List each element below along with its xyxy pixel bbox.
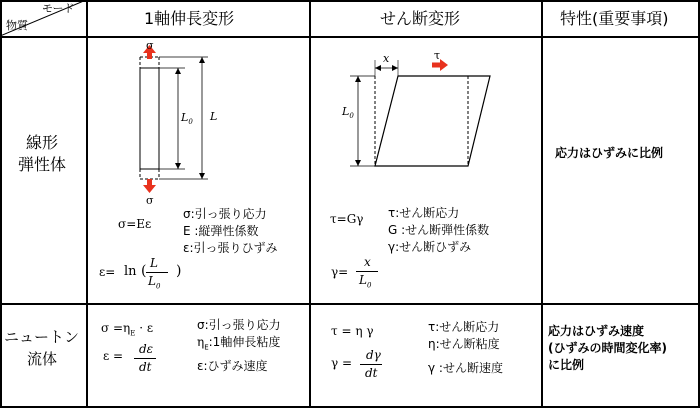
uniaxial-def-3: ε:引っ張りひずみ (183, 241, 278, 255)
row-label-elastic-2: 弾性体 (18, 155, 67, 174)
newton-uniaxial-frac-num: dε (139, 342, 154, 356)
shear-def-3: γ:せん断ひずみ (388, 240, 472, 254)
property-newtonian-3: に比例 (548, 358, 585, 372)
shear-def-1: τ:せん断応力 (388, 206, 460, 220)
uniaxial-paren-open: ( (141, 263, 147, 279)
col-divider-3 (541, 0, 543, 408)
shear-formula: τ=Gγ (330, 212, 364, 226)
newton-shear-def-2: η:せん断粘度 (428, 337, 500, 351)
newton-shear-formula: τ = η γ (331, 324, 374, 338)
newton-shear-rate-prefix: γ = (331, 356, 353, 370)
uniaxial-L0-label: $L_0$ (181, 111, 193, 127)
uniaxial-ln: ln (124, 264, 137, 279)
property-newtonian-2: (ひずみの時間変化率) (548, 341, 667, 355)
table-border-top (0, 0, 700, 2)
uniaxial-L-label: L (210, 110, 218, 123)
uniaxial-def-2: E :縦弾性係数 (183, 224, 259, 238)
header-divider (0, 36, 700, 38)
newton-shear-frac-num: dγ (366, 348, 381, 362)
shear-tau-label: τ (434, 49, 441, 62)
header-material: 物質 (6, 19, 28, 32)
newton-uniaxial-def-2: $\eta_E:1$軸伸長粘度 (197, 335, 281, 352)
uniaxial-frac-num: L (150, 256, 158, 270)
shear-def-2: G :せん断弾性係数 (388, 223, 490, 237)
newton-uniaxial-def-3: ε:ひずみ速度 (197, 359, 268, 373)
newton-uniaxial-frac-den: dt (139, 360, 152, 374)
table-border-left (0, 0, 2, 408)
uniaxial-formula: σ=Eε (118, 217, 152, 231)
shear-frac-num: x (364, 255, 371, 269)
col-divider-2 (309, 0, 311, 408)
newton-uniaxial-rate-prefix: ε = (103, 349, 124, 363)
shear-x-label: x (383, 52, 390, 65)
shear-frac-den: $L_0$ (359, 273, 372, 290)
uniaxial-strain-prefix: ε= (99, 265, 116, 279)
shear-diagram (330, 50, 510, 175)
shear-L0-label: $L_0$ (342, 105, 354, 121)
newton-uniaxial-def-1: σ:引っ張り応力 (197, 318, 281, 332)
shear-strain-prefix: γ= (331, 265, 349, 279)
newton-shear-def-1: τ:せん断応力 (428, 320, 500, 334)
uniaxial-diagram (120, 45, 240, 195)
uniaxial-sigma-bottom: σ (146, 194, 154, 207)
row-label-newtonian-1: ニュートン (4, 328, 80, 346)
header-property: 特性(重要事項) (560, 9, 669, 28)
col-divider-1 (86, 0, 88, 408)
header-uniaxial: 1軸伸長変形 (144, 9, 235, 28)
header-mode: モード (42, 2, 75, 15)
newton-uniaxial-frac-bar (134, 358, 156, 359)
row-divider (0, 303, 700, 305)
row-label-elastic-1: 線形 (26, 133, 59, 152)
newton-uniaxial-formula: $\sigma =\eta_E \cdot \varepsilon$ (101, 321, 154, 338)
newton-shear-frac-bar (360, 364, 382, 365)
uniaxial-frac-den: $L_0$ (148, 274, 161, 291)
header-shear: せん断変形 (380, 9, 461, 28)
uniaxial-frac-bar (146, 272, 168, 273)
newton-shear-def-3: γ :せん断速度 (428, 361, 503, 375)
row-label-newtonian-2: 流体 (27, 350, 58, 368)
shear-frac-bar (356, 271, 378, 272)
uniaxial-paren-close: ) (176, 263, 182, 279)
property-elastic: 応力はひずみに比例 (555, 146, 664, 160)
newton-shear-frac-den: dt (365, 366, 378, 380)
uniaxial-def-1: σ:引っ張り応力 (183, 207, 267, 221)
property-newtonian-1: 応力はひずみ速度 (548, 324, 645, 338)
arrow-down-icon (143, 179, 156, 193)
uniaxial-sigma-top: σ (146, 39, 154, 52)
